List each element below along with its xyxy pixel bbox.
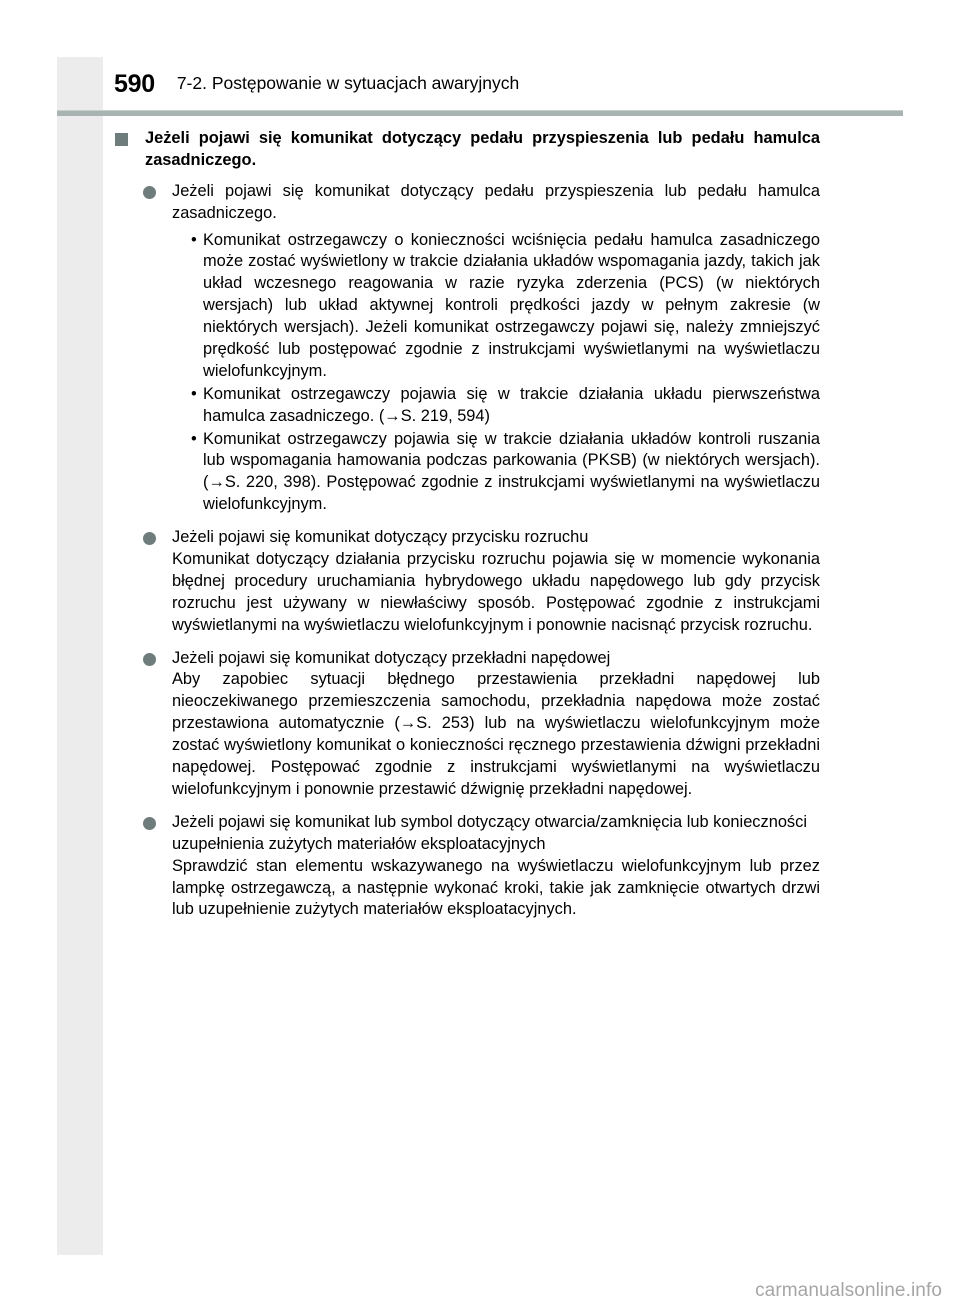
round-bullet-icon [143,186,156,199]
sub-list-item-text: Komunikat ostrzegawczy o konieczności wciśnięcia pedału hamulca zasadniczego może zostać wyświetlony w trakcie działania układów wspomagania jazdy, takich jak układ wczesnego reagowania w razie ryzyka zderzenia (PCS) (w niektórych wersjach) lub układ aktywnej kontroli prędkości jazdy w pełnym zakresie (w niektórych wersjach). Jeżeli komunikat ostrzegawczy pojawi się, należy zmniejszyć prędkość lub postępować zgodnie z instrukcjami wyświetlanymi na wyświetlaczu wielofunkcyjnym. [203,230,820,380]
list-item-lead: Jeżeli pojawi się komunikat lub symbol dotyczący otwarcia/zamknięcia lub konieczności uzupełnienia zużytych materiałów eksploatacyjnych [172,812,807,853]
page-content [114,128,820,932]
sub-list-item-text: Komunikat ostrzegawczy pojawia się w trakcie działania układu pierwszeństwa hamulca zasadniczego. (→S. 219, 594) [203,384,820,425]
list-item [141,812,820,921]
list-item [141,181,820,516]
list-item-lead: Jeżeli pojawi się komunikat dotyczący przekładni napędowej [172,648,611,667]
list-item-lead: Jeżeli pojawi się komunikat dotyczący przycisku rozruchu [172,528,589,547]
square-bullet-icon [115,133,128,146]
list-item-body: Komunikat dotyczący działania przycisku rozruchu pojawia się w momencie wykonania błędnej procedury uruchamiania hybrydowego układu napędowego lub gdy przycisk rozruchu jest używany w niewłaściwy sposób. Postępować zgodnie z instrukcjami wyświetlanymi na wyświetlaczu wielofunkcyjnym i ponownie nacisnąć przycisk rozruchu. [172,550,820,634]
section-heading [114,128,820,172]
sub-list-item [190,230,820,383]
dot-bullet-icon: • [191,429,197,448]
round-bullet-icon [143,532,156,545]
page-number: 590 [114,69,155,98]
site-watermark: carmanualsonline.info [755,1280,942,1301]
list-item-lead: Jeżeli pojawi się komunikat dotyczący pedału przyspieszenia lub pedału hamulca zasadniczego. [172,181,820,222]
sub-list [190,230,820,517]
dot-bullet-icon: • [191,384,197,403]
sub-list-item-text: Komunikat ostrzegawczy pojawia się w trakcie działania układów kontroli ruszania lub wspomagania hamowania podczas parkowania (PKSB) (w niektórych wersjach). (→S. 220, 398). Postępować zgodnie z instrukcjami wyświetlanymi na wyświetlaczu wielofunkcyjnym. [203,429,820,514]
list-item-body: Sprawdzić stan elementu wskazywanego na wyświetlaczu wielofunkcyjnym lub przez lampkę ostrzegawczą, a następnie wykonać kroki, takie jak zamknięcie otwartych drzwi lub uzupełnienie zużytych materiałów eksploatacyjnych. [172,856,820,919]
header-divider-rule [57,110,903,116]
sub-list-item [190,384,820,428]
dot-bullet-icon: • [191,230,197,249]
round-bullet-icon [143,653,156,666]
round-bullet-icon [143,817,156,830]
page-header [103,62,903,106]
section-heading-text: Jeżeli pojawi się komunikat dotyczący pedału przyspieszenia lub pedału hamulca zasadniczego. [145,129,820,169]
list-item [141,648,820,801]
page-side-tab-strip [57,57,103,1255]
sub-list-item [190,429,820,517]
page-header-title: 7-2. Postępowanie w sytuacjach awaryjnych [176,73,520,94]
list-item-body: Aby zapobiec sytuacji błędnego przestawienia przekładni napędowej lub nieoczekiwanego przemieszczenia samochodu, przekładnia napędowa może zostać przestawiona automatycznie (→S. 253) lub na wyświetlaczu wielofunkcyjnym może zostać wyświetlony komunikat o konieczności ręcznego przestawienia dźwigni przekładni napędowej. Postępować zgodnie z instrukcjami wyświetlanymi na wyświetlaczu wielofunkcyjnym i ponownie przestawić dźwignię przekładni napędowej. [172,670,820,798]
list-item [141,527,820,636]
